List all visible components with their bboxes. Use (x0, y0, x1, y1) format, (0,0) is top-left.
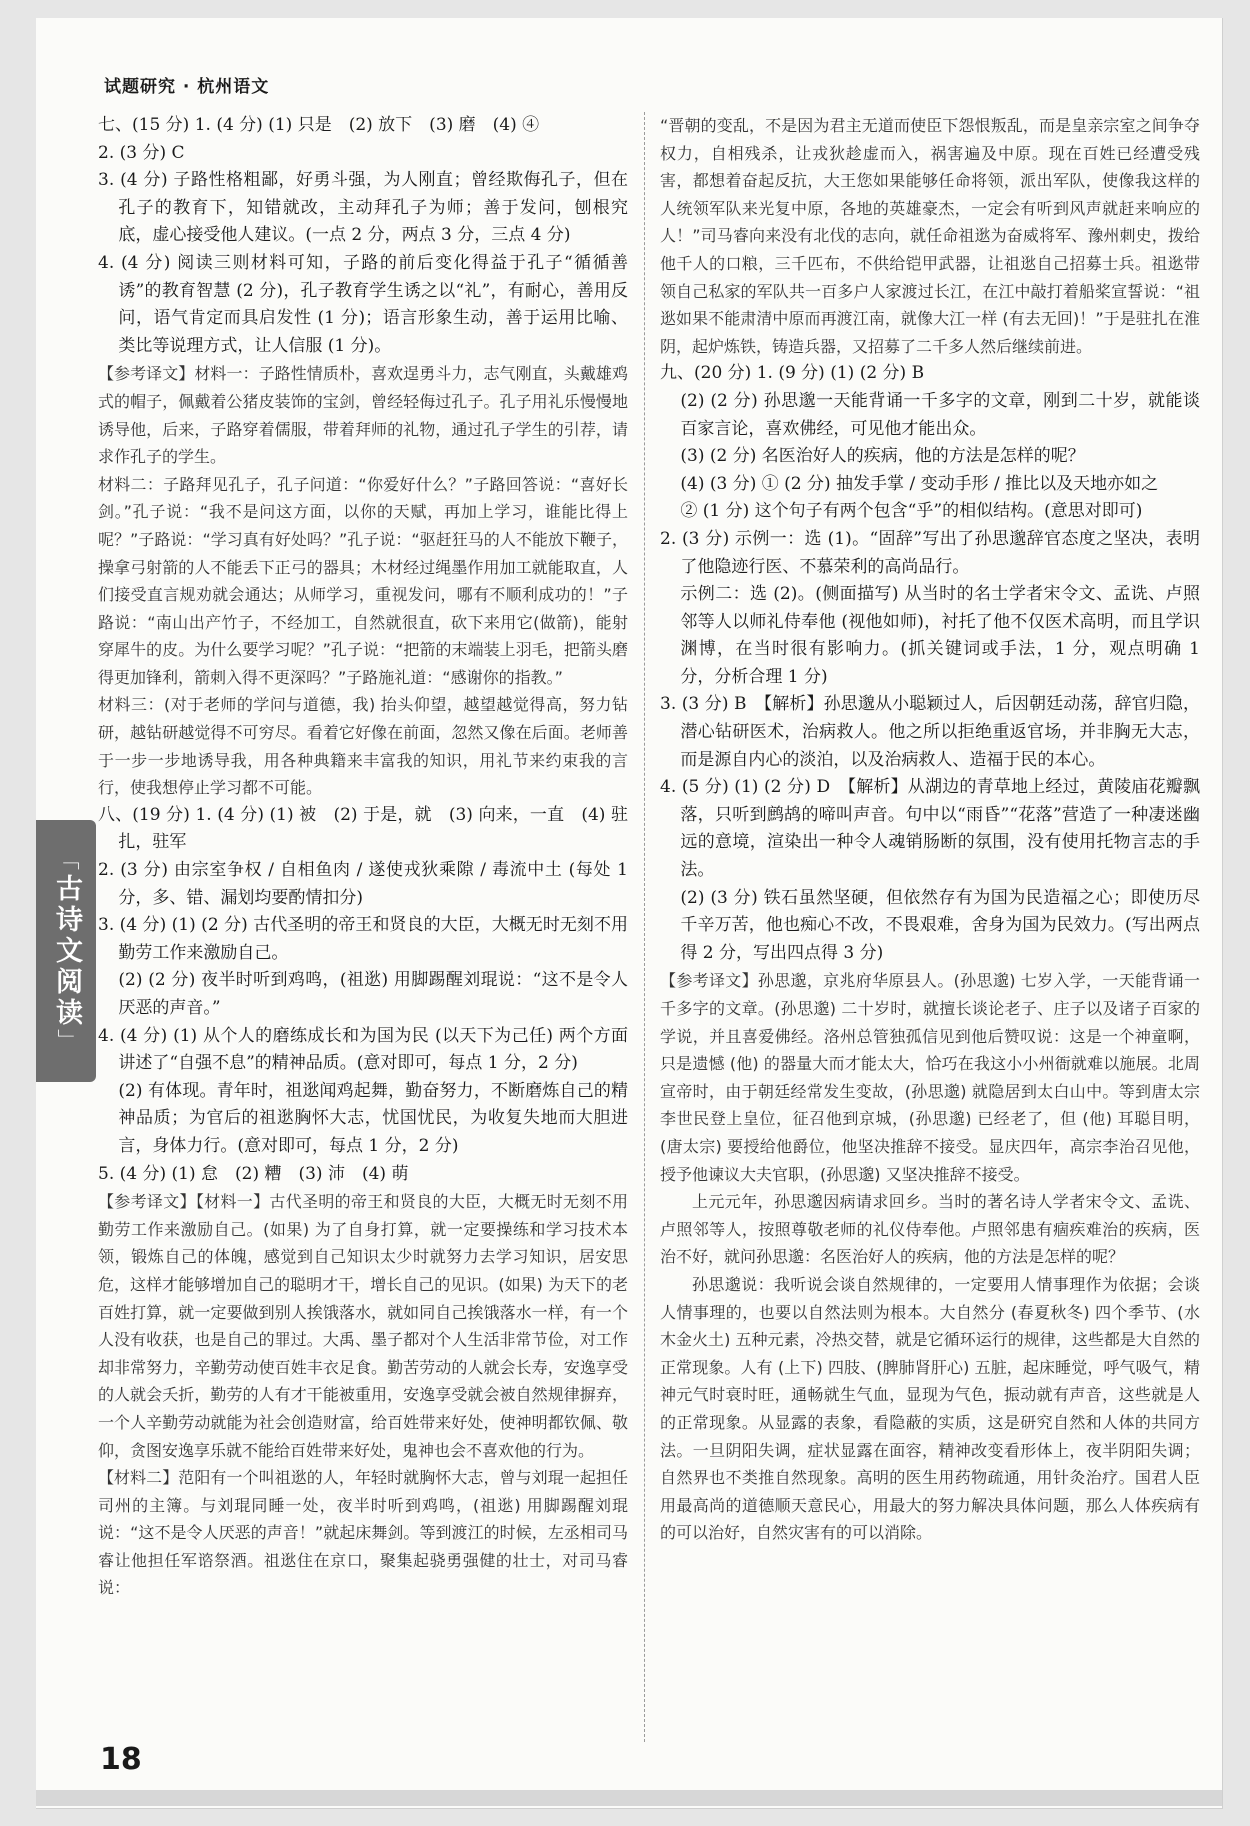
answer-paragraph: 5. (4 分) (1) 怠 (2) 糟 (3) 沛 (4) 萌 (98, 1163, 409, 1184)
answer-paragraph: 4. (4 分) 阅读三则材料可知，子路的前后变化得益于孔子“循循善诱”的教育智慧 (2 分)，孔子教育学生诱之以“礼”，有耐心，善用反问，语气肯定而具启发性 (1 分)；语言形象生动，善于运用比喻、类比等说理方式，让人信服 (1 分)。 (98, 252, 628, 356)
answer-paragraph: 3. (4 分) (1) (2 分) 古代圣明的帝王和贤良的大臣，大概无时无刻不用勤劳工作来激励自己。 (98, 915, 628, 963)
answer-paragraph: (2) (2 分) 夜半时听到鸡鸣，(祖逖) 用脚踢醒刘琨说：“这不是令人厌恶的声音。” (118, 970, 628, 1018)
bottom-edge-bar (36, 1790, 1222, 1806)
answer-paragraph: 3. (3 分) B 【解析】孙思邈从小聪颖过人，后因朝廷动荡，辞官归隐，潜心钻研医术，治病救人。他之所以拒绝重返官场，并非胸无大志，而是源自内心的淡泊，以及治病救人、造福于民的本心。 (660, 694, 1200, 770)
left-column (98, 112, 628, 1602)
page-header: 试题研究 · 杭州语文 (104, 77, 270, 97)
answer-paragraph: “晋朝的变乱，不是因为君主无道而使臣下怨恨叛乱，而是皇亲宗室之间争夺权力，自相残杀，让戎狄趁虚而入，祸害遍及中原。现在百姓已经遭受残害，都想着奋起反抗，大王您如果能够任命将领，派出军队，使像我这样的人统领军队来光复中原，各地的英雄豪杰，一定会有听到风声就赶来响应的人！”司马睿向来没有北伐的志向，就任命祖逖为奋威将军、豫州刺史，拨给他千人的口粮，三千匹布，不供给铠甲武器，让祖逖自己招募士兵。祖逖带领自己私家的军队共一百多户人家渡过长江，在江中敲打着船桨宣誓说：“祖逖如果不能肃清中原而再渡江南，就像大江一样 (有去无回)！”于是驻扎在淮阴，起炉炼铁，铸造兵器，又招募了二千多人然后继续前进。 (660, 116, 1200, 356)
answer-paragraph: 材料二：子路拜见孔子，孔子问道：“你爱好什么？”子路回答说：“喜好长剑。”孔子说：“我不是问这方面，以你的天赋，再加上学习，谁能比得上呢？”子路说：“学习真有好处吗？”孔子说：“驱赶狂马的人不能放下鞭子，操拿弓射箭的人不能丢下正弓的器具；木材经过绳墨作用加工就能取直，人们接受直言规劝就会通达；从师学习，重视发问，哪有不顺利成功的！”子路说：“南山出产竹子，不经加工，自然就很直，砍下来用它(做箭)，能射穿犀牛的皮。为什么要学习呢？”孔子说：“把箭的末端装上羽毛，把箭头磨得更加锋利，箭刺入得不更深吗？”子路施礼道：“感谢你的指教。” (98, 474, 628, 687)
answer-paragraph: 2. (3 分) C (98, 142, 185, 163)
answer-paragraph: 七、(15 分) 1. (4 分) (1) 只是 (2) 放下 (3) 磨 (4) ④ (98, 115, 540, 135)
answer-paragraph: 4. (5 分) (1) (2 分) D 【解析】从湖边的青草地上经过，黄陵庙花瓣飘落，只听到鹧鸪的啼叫声音。句中以“雨昏”“花落”营造了一种凄迷幽远的意境，渲染出一种令人魂销肠断的氛围，没有使用托物言志的手法。 (660, 777, 1200, 881)
answer-paragraph: 4. (4 分) (1) 从个人的磨练成长和为国为民 (以天下为己任) 两个方面讲述了“自强不息”的精神品质。(意对即可，每点 1 分，2 分) (98, 1025, 628, 1074)
answer-paragraph: 3. (4 分) 子路性格粗鄙，好勇斗强，为人刚直；曾经欺侮孔子，但在孔子的教育下，知错就改，主动拜孔子为师；善于发问，刨根究底，虚心接受他人建议。(一点 2 分，两点 3 分，三点 4 分) (98, 170, 628, 246)
answer-paragraph: 2. (3 分) 由宗室争权 / 自相鱼肉 / 遂使戎狄乘隙 / 毒流中土 (每处 1 分，多、错、漏划均要酌情扣分) (98, 860, 628, 908)
answer-paragraph: (2) 有体现。青年时，祖逖闻鸡起舞，勤奋努力，不断磨炼自己的精神品质；为官后的祖逖胸怀大志，忧国忧民，为收复失地而大胆进言，身体力行。(意对即可，每点 1 分，2 分) (118, 1080, 628, 1156)
column-divider (644, 112, 645, 1742)
answer-paragraph: 八、(19 分) 1. (4 分) (1) 被 (2) 于是，就 (3) 向来，一直 (4) 驻扎，驻军 (98, 804, 628, 853)
answer-paragraph: 材料三：(对于老师的学问与道德，我) 抬头仰望，越望越觉得高，努力钻研，越钻研越觉得不可穷尽。看着它好像在前面，忽然又像在后面。老师善于一步一步地诱导我，用各种典籍来丰富我的知识，用礼节来约束我的言行，使我想停止学习都不可能。 (98, 695, 628, 798)
answer-paragraph: 示例二：选 (2)。(侧面描写) 从当时的名士学者宋令文、孟诜、卢照邻等人以师礼侍奉他 (视他如师)，衬托了他不仅医术高明，而且学识渊博，在当时很有影响力。(抓关键词或手法，1 分，观点明确 1 分，分析合理 1 分) (680, 584, 1200, 687)
tab-close-bracket: 」 (54, 1028, 79, 1055)
answer-paragraph: ② (1 分) 这个句子有两个包含“乎”的相似结构。(意思对即可) (680, 501, 1143, 522)
page-number: 18 (100, 1742, 142, 1777)
answer-paragraph: (3) (2 分) 名医治好人的疾病，他的方法是怎样的呢？ (680, 446, 1085, 467)
answer-paragraph: (2) (3 分) 铁石虽然坚硬，但依然存有为国为民造福之心；即使历尽千辛万苦，他也痴心不改，不畏艰难，舍身为国为民效力。(写出两点得 2 分，写出四点得 3 分) (680, 887, 1200, 963)
answer-paragraph: 九、(20 分) 1. (9 分) (1) (2 分) B (660, 363, 925, 384)
answer-paragraph: (2) (2 分) 孙思邈一天能背诵一千多字的文章，刚到二十岁，就能谈百家言论，喜欢佛经，可见他才能出众。 (680, 390, 1200, 439)
answer-paragraph: 【参考译文】【材料一】古代圣明的帝王和贤良的大臣，大概无时无刻不用勤劳工作来激励自己。(如果) 为了自身打算，就一定要操练和学习技术本领，锻炼自己的体魄，感觉到自己知识太少时就努力去学习知识，居安思危，这样才能够增加自己的聪明才干，增长自己的见识。(如果) 为天下的老百姓打算，就一定要做到别人挨饿落水，就如同自己挨饿落水一样，有一个人没有收获，也是自己的罪过。大禹、墨子都对个人生活非常节俭，对工作却非常努力，辛勤劳动使百姓丰衣足食。勤苦劳动的人就会长寿，安逸享受的人就会夭折，勤劳的人有才干能被重用，安逸享受就会被自然规律摒弃，一个人辛勤劳动就能为社会创造财富，给百姓带来好处，使神明都钦佩、敬仰，贪图安逸享乐就不能给百姓带来好处，鬼神也会不喜欢他的行为。 (98, 1192, 628, 1460)
tab-open-bracket: 「 (54, 847, 79, 874)
answer-paragraph: (4) (3 分) ① (2 分) 抽发手掌 / 变动手形 / 推比以及天地亦如之 (680, 473, 1159, 494)
answer-paragraph: 【参考译文】材料一：子路性情质朴，喜欢逞勇斗力，志气刚直，头戴雄鸡式的帽子，佩戴着公猪皮装饰的宝剑，曾经轻侮过孔子。孔子用礼乐慢慢地诱导他，后来，子路穿着儒服，带着拜师的礼物，通过孔子学生的引荐，请求作孔子的学生。 (98, 364, 628, 467)
right-column (660, 112, 1200, 1547)
answer-paragraph: 【参考译文】孙思邈，京兆府华原县人。(孙思邈) 七岁入学，一天能背诵一千多字的文章。(孙思邈) 二十岁时，就擅长谈论老子、庄子以及诸子百家的学说，并且喜爱佛经。洛州总管独孤信见到他后赞叹说：这是一个神童啊，只是遗憾 (他) 的器量大而才能太大，恰巧在我这小小州衙就难以施展。北周宣帝时，由于朝廷经常发生变故，(孙思邈) 就隐居到太白山中。等到唐太宗李世民登上皇位，征召他到京城，(孙思邈) 已经老了，但 (他) 耳聪目明，(唐太宗) 要授给他爵位，他坚决推辞不接受。显庆四年，高宗李治召见他，授予他谏议大夫官职，(孙思邈) 又坚决推辞不接受。 (660, 971, 1200, 1184)
answer-paragraph: 2. (3 分) 示例一：选 (1)。“固辞”写出了孙思邈辞官态度之坚决，表明了他隐迹行医、不慕荣利的高尚品行。 (660, 528, 1200, 577)
answer-paragraph: 【材料二】范阳有一个叫祖逖的人，年轻时就胸怀大志，曾与刘琨一起担任司州的主簿。与刘琨同睡一处，夜半时听到鸡鸣，(祖逖) 用脚踢醒刘琨说：“这不是令人厌恶的声音！”就起床舞剑。等到渡江的时候，左丞相司马睿让他担任军谘祭酒。祖逖住在京口，聚集起骁勇强健的壮士，对司马睿说： (98, 1468, 628, 1598)
answer-paragraph: 孙思邈说：我听说会谈自然规律的，一定要用人情事理作为依据；会谈人情事理的，也要以自然法则为根本。大自然分 (春夏秋冬) 四个季节、(水木金火土) 五种元素，冷热交替，就是它循环运行的规律，这些都是大自然的正常现象。人有 (上下) 四肢、(脾肺肾肝心) 五脏，起床睡觉，呼气吸气，精神元气时衰时旺，通畅就生气血，显现为气色，振动就有声音，这些就是人的正常现象。从显露的表象，看隐蔽的实质，这是研究自然和人体的共同方法。一旦阴阳失调，症状显露在面容，精神改变看形体上，夜半阴阳失调；自然界也不类推自然现象。高明的医生用药物疏通，用针灸治疗。国君人臣用最高尚的道德顺天意民心，用最大的努力解决具体问题，那么人体疾病有的可以治好，自然灾害有的可以消除。 (660, 1274, 1200, 1543)
side-section-tab (36, 820, 96, 1082)
answer-paragraph: 上元元年，孙思邈因病请求回乡。当时的著名诗人学者宋令文、孟诜、卢照邻等人，按照尊敬老师的礼仪侍奉他。卢照邻患有痼疾难治的疾病，医治不好，就问孙思邈：名医治好人的疾病，他的方法是怎样的呢？ (660, 1192, 1200, 1267)
tab-label: 古诗文阅读 (51, 873, 82, 1029)
